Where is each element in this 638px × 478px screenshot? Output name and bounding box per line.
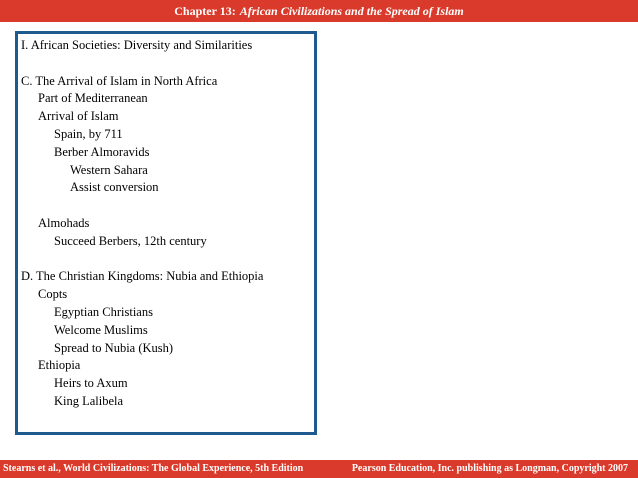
outline-subitem: Heirs to Axum — [54, 376, 128, 391]
footer-copyright: Pearson Education, Inc. publishing as Longman, Copyright 2007 — [351, 463, 628, 474]
footer-citation: Stearns et al., World Civilizations: The Global Experience, 5th Edition — [3, 463, 304, 474]
outline-subitem: Welcome Muslims — [54, 322, 148, 337]
spacer — [21, 251, 313, 269]
outline-subitem: King Lalibela — [54, 393, 124, 408]
outline-subitem: Berber Almoravids — [54, 144, 150, 159]
outline-subsubitem: Western Sahara — [70, 162, 148, 177]
outline-subitem: Spread to Nubia (Kush) — [54, 340, 174, 355]
outline-item: Ethiopia — [38, 358, 81, 373]
slide-footer-bar — [0, 460, 638, 478]
section-c-title: C. The Arrival of Islam in North Africa — [21, 73, 218, 88]
outline-heading: I. African Societies: Diversity and Similarities — [21, 38, 253, 52]
outline-item: Arrival of Islam — [38, 109, 119, 124]
outline-subsubitem: Assist conversion — [70, 180, 159, 195]
spacer — [21, 55, 313, 73]
outline-subitem: Egyptian Christians — [54, 304, 153, 319]
spacer — [21, 197, 313, 215]
outline-subitem: Spain, by 711 — [54, 126, 123, 141]
outline-item: Part of Mediterranean — [38, 91, 148, 106]
chapter-title: African Civilizations and the Spread of Islam — [239, 4, 464, 18]
outline-item: Copts — [38, 287, 68, 302]
outline-subitem: Succeed Berbers, 12th century — [54, 233, 207, 248]
outline-item: Almohads — [38, 215, 90, 230]
outline-content — [21, 37, 313, 411]
chapter-number: Chapter 13: — [174, 4, 236, 18]
slide-header-bar — [0, 0, 638, 22]
section-d-title: D. The Christian Kingdoms: Nubia and Ethiopia — [21, 269, 264, 284]
